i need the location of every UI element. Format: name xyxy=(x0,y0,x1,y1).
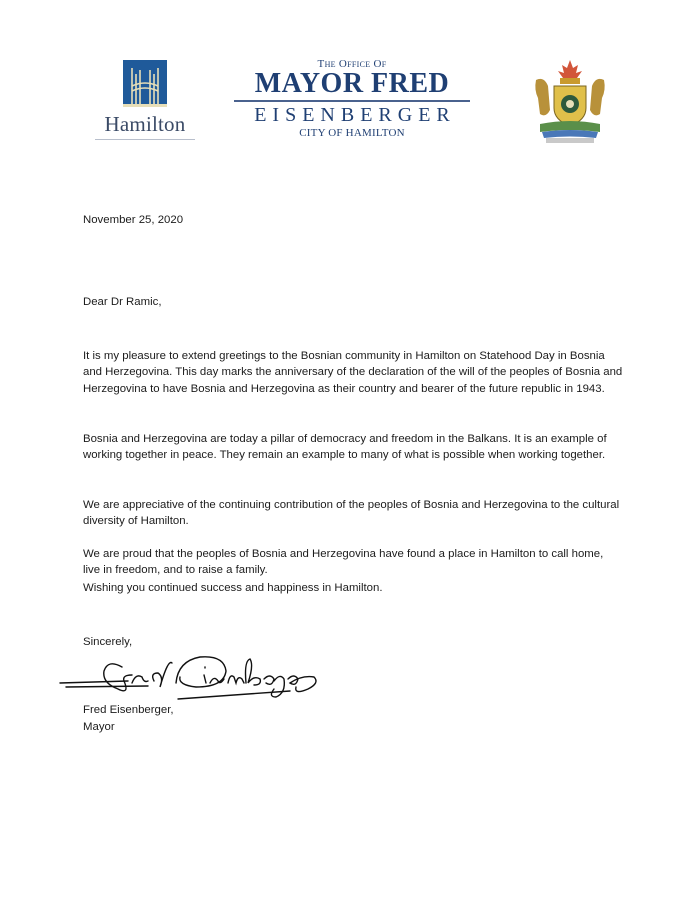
hamilton-coat-of-arms-icon xyxy=(530,58,610,144)
paragraph-5: Wishing you continued success and happiness in Hamilton. xyxy=(83,582,383,594)
salutation: Dear Dr Ramic, xyxy=(83,296,162,308)
paragraph-4: We are proud that the peoples of Bosnia and Herzegovina have found a place in Hamilton to call home, live in freedom, and to raise a family. xyxy=(83,548,604,577)
mayor-first-name: MAYOR FRED xyxy=(254,68,450,99)
signer-title: Mayor xyxy=(83,721,115,733)
city-label: CITY OF HAMILTON xyxy=(299,127,405,139)
logo-underline xyxy=(95,139,195,140)
letter-date: November 25, 2020 xyxy=(83,214,184,226)
hamilton-wordmark: Hamilton xyxy=(104,112,186,136)
hamilton-city-logo-icon xyxy=(123,60,167,107)
closing: Sincerely, xyxy=(83,636,133,648)
paragraph-2: Bosnia and Herzegovina are today a pillar of democracy and freedom in the Balkans. It is an example of working together in peace. They remain an example to many of what is possible when working together. xyxy=(83,433,607,462)
hamilton-city-logo xyxy=(95,57,205,142)
title-divider xyxy=(234,100,470,102)
office-label: The Office Of xyxy=(317,58,387,70)
paragraph-1: It is my pleasure to extend greetings to the Bosnian community in Hamilton on Statehood Day in Bosnia and Herzegovina. This day marks the anniversary of the declaration of the will of the peoples of Bosnia and Herzegovina to have Bosnia and Herzegovina as their country and bearer of the future republic in 1943. xyxy=(83,350,623,395)
paragraph-3: We are appreciative of the continuing contribution of the peoples of Bosnia and Herzegovina to the cultural diversity of Hamilton. xyxy=(83,499,620,528)
mayor-surname: EISENBERGER xyxy=(254,104,456,126)
signer-name: Fred Eisenberger, xyxy=(83,704,174,716)
handwritten-signature-icon xyxy=(58,653,328,703)
mayor-office-title xyxy=(232,58,472,140)
